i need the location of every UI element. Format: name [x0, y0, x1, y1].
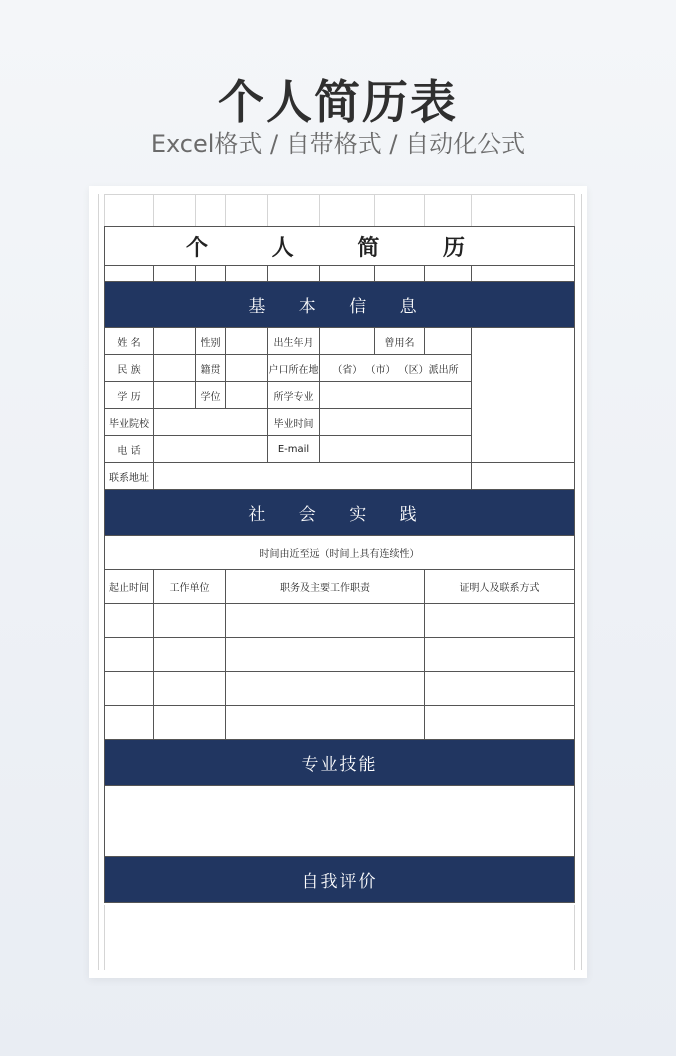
- photo-cell[interactable]: [472, 328, 575, 463]
- label-address: 联系地址: [105, 463, 154, 490]
- degree-field[interactable]: [226, 382, 268, 409]
- resume-title: 个 人 简 历: [105, 227, 575, 266]
- reference-field[interactable]: [425, 604, 575, 638]
- grid-line: [374, 194, 375, 226]
- skills-field[interactable]: [105, 786, 575, 857]
- cell[interactable]: [320, 266, 375, 282]
- section-header-skills: 专业技能: [105, 740, 575, 786]
- grid-line: [98, 194, 99, 970]
- label-email: E-mail: [268, 436, 320, 463]
- label-education: 学 历: [105, 382, 154, 409]
- cell[interactable]: [105, 266, 154, 282]
- grid-line: [195, 194, 196, 226]
- period-field[interactable]: [105, 706, 154, 740]
- label-name: 姓 名: [105, 328, 154, 355]
- duties-field[interactable]: [226, 672, 425, 706]
- section-header-self-eval: 自我评价: [105, 857, 575, 903]
- cell[interactable]: [154, 266, 196, 282]
- grid-line: [319, 194, 320, 226]
- label-school: 毕业院校: [105, 409, 154, 436]
- label-native-place: 籍贯: [196, 355, 226, 382]
- household-field[interactable]: （省） （市） （区）派出所: [320, 355, 472, 382]
- grid-line: [104, 194, 105, 226]
- period-field[interactable]: [105, 638, 154, 672]
- email-field[interactable]: [320, 436, 472, 463]
- label-major: 所学专业: [268, 382, 320, 409]
- column-header-period: 起止时间: [105, 570, 154, 604]
- grid-line: [267, 194, 268, 226]
- duties-field[interactable]: [226, 706, 425, 740]
- label-degree: 学位: [196, 382, 226, 409]
- name-field[interactable]: [154, 328, 196, 355]
- page-title: 个人简历表: [218, 75, 458, 129]
- grid-line: [574, 905, 575, 970]
- grid-line: [104, 194, 574, 195]
- reference-field[interactable]: [425, 638, 575, 672]
- school-field[interactable]: [154, 409, 268, 436]
- duties-field[interactable]: [226, 604, 425, 638]
- column-header-employer: 工作单位: [154, 570, 226, 604]
- employer-field[interactable]: [154, 672, 226, 706]
- reference-field[interactable]: [425, 706, 575, 740]
- label-birth: 出生年月: [268, 328, 320, 355]
- education-field[interactable]: [154, 382, 196, 409]
- address-field[interactable]: [154, 463, 472, 490]
- label-ethnicity: 民 族: [105, 355, 154, 382]
- page-subtitle: Excel格式 / 自带格式 / 自动化公式: [150, 130, 526, 158]
- employer-field[interactable]: [154, 604, 226, 638]
- cell[interactable]: [425, 266, 472, 282]
- former-name-field[interactable]: [425, 328, 472, 355]
- grad-time-field[interactable]: [320, 409, 472, 436]
- grid-line: [153, 194, 154, 226]
- gender-field[interactable]: [226, 328, 268, 355]
- grid-line: [424, 194, 425, 226]
- label-gender: 性别: [196, 328, 226, 355]
- label-household: 户口所在地: [268, 355, 320, 382]
- cell[interactable]: [472, 266, 575, 282]
- major-field[interactable]: [320, 382, 472, 409]
- section-header-social-practice: 社 会 实 践: [105, 490, 575, 536]
- grid-line: [104, 905, 105, 970]
- employer-field[interactable]: [154, 706, 226, 740]
- cell[interactable]: [226, 266, 268, 282]
- ethnicity-field[interactable]: [154, 355, 196, 382]
- label-grad-time: 毕业时间: [268, 409, 320, 436]
- period-field[interactable]: [105, 604, 154, 638]
- cell[interactable]: [375, 266, 425, 282]
- grid-line: [471, 194, 472, 226]
- label-phone: 电 话: [105, 436, 154, 463]
- birth-field[interactable]: [320, 328, 375, 355]
- label-former-name: 曾用名: [375, 328, 425, 355]
- reference-field[interactable]: [425, 672, 575, 706]
- column-header-duties: 职务及主要工作职责: [226, 570, 425, 604]
- period-field[interactable]: [105, 672, 154, 706]
- section-header-basic-info: 基 本 信 息: [105, 282, 575, 328]
- grid-line: [581, 194, 582, 970]
- employer-field[interactable]: [154, 638, 226, 672]
- cell[interactable]: [268, 266, 320, 282]
- cell[interactable]: [472, 463, 575, 490]
- cell[interactable]: [196, 266, 226, 282]
- phone-field[interactable]: [154, 436, 268, 463]
- duties-field[interactable]: [226, 638, 425, 672]
- grid-line: [225, 194, 226, 226]
- native-place-field[interactable]: [226, 355, 268, 382]
- resume-table: [104, 226, 575, 903]
- column-header-reference: 证明人及联系方式: [425, 570, 575, 604]
- practice-note: 时间由近至远（时间上具有连续性）: [105, 536, 575, 570]
- grid-line: [574, 194, 575, 226]
